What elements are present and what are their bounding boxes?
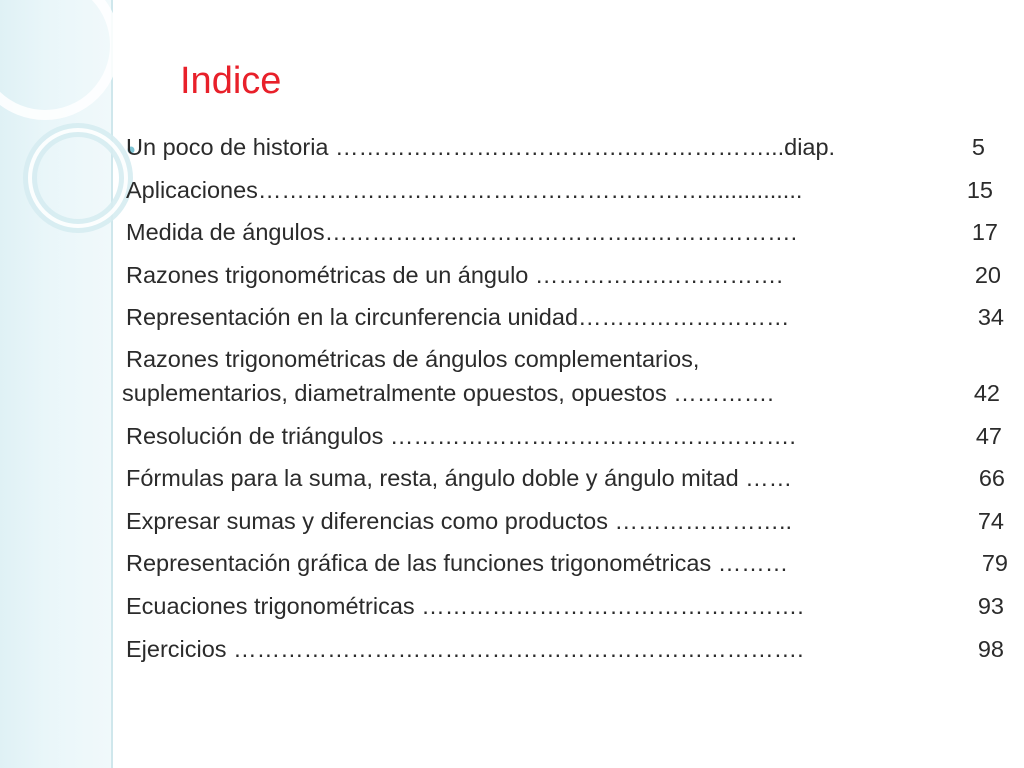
toc-entry xyxy=(120,461,1020,495)
toc-entry-title: Ejercicios ………………………………………………………………. xyxy=(126,636,804,662)
toc-entry-title: Un poco de historia ……………………………….………………...diap. xyxy=(126,134,836,160)
toc-entry xyxy=(120,300,1020,334)
toc-entry-page: 34 xyxy=(977,304,1004,330)
toc-entry-title: Aplicaciones…………………………………………………............... xyxy=(126,177,803,203)
toc-entry-page: 5 xyxy=(971,134,985,160)
toc-entry xyxy=(120,173,1020,207)
toc-entry-title: Representación gráfica de las funciones trigonométricas ……… xyxy=(126,550,789,576)
toc-entry-page: 20 xyxy=(974,262,1001,288)
toc-entry xyxy=(120,342,1020,406)
toc-entry-title: Medida de ángulos…………………………………...………………. xyxy=(126,219,798,245)
toc-entry-title: Fórmulas para la suma, resta, ángulo doble y ángulo mitad …… xyxy=(126,465,793,491)
toc-entry xyxy=(120,546,1020,580)
toc-entry-page: 74 xyxy=(977,508,1004,534)
toc-entry xyxy=(120,419,1020,453)
toc-entry xyxy=(120,632,1020,666)
toc-entry xyxy=(120,504,1020,538)
toc-entry xyxy=(120,589,1020,623)
toc-entry xyxy=(120,258,1020,292)
toc-entry-page: 66 xyxy=(978,465,1005,491)
toc-entry-title: Resolución de triángulos ……………………………………………. xyxy=(126,423,796,449)
toc-entry xyxy=(120,130,1020,164)
toc-entry-title: Expresar sumas y diferencias como productos ………………….. xyxy=(126,508,793,534)
table-of-contents xyxy=(120,0,1020,768)
toc-entry xyxy=(120,215,1020,249)
toc-entry-page: 42 xyxy=(973,380,1000,406)
toc-entry-page: 93 xyxy=(977,593,1004,619)
toc-entry-page: 79 xyxy=(981,550,1008,576)
page-title: Indice xyxy=(180,60,282,102)
toc-entry-title: Razones trigonométricas de un ángulo …………….……………. xyxy=(126,262,783,288)
toc-entry-page: 15 xyxy=(966,177,993,203)
toc-entry-page: 98 xyxy=(977,636,1004,662)
toc-entry-title: Ecuaciones trigonométricas …………………………………………. xyxy=(126,593,804,619)
toc-entry-page: 17 xyxy=(971,219,998,245)
toc-entry-title-line1: Razones trigonométricas de ángulos complementarios, xyxy=(126,346,700,372)
toc-entry-title-line2: suplementarios, diametralmente opuestos, opuestos …………. xyxy=(122,380,774,406)
toc-entry-page: 47 xyxy=(975,423,1002,449)
toc-entry-title: Representación en la circunferencia unidad……………………… xyxy=(126,304,790,330)
